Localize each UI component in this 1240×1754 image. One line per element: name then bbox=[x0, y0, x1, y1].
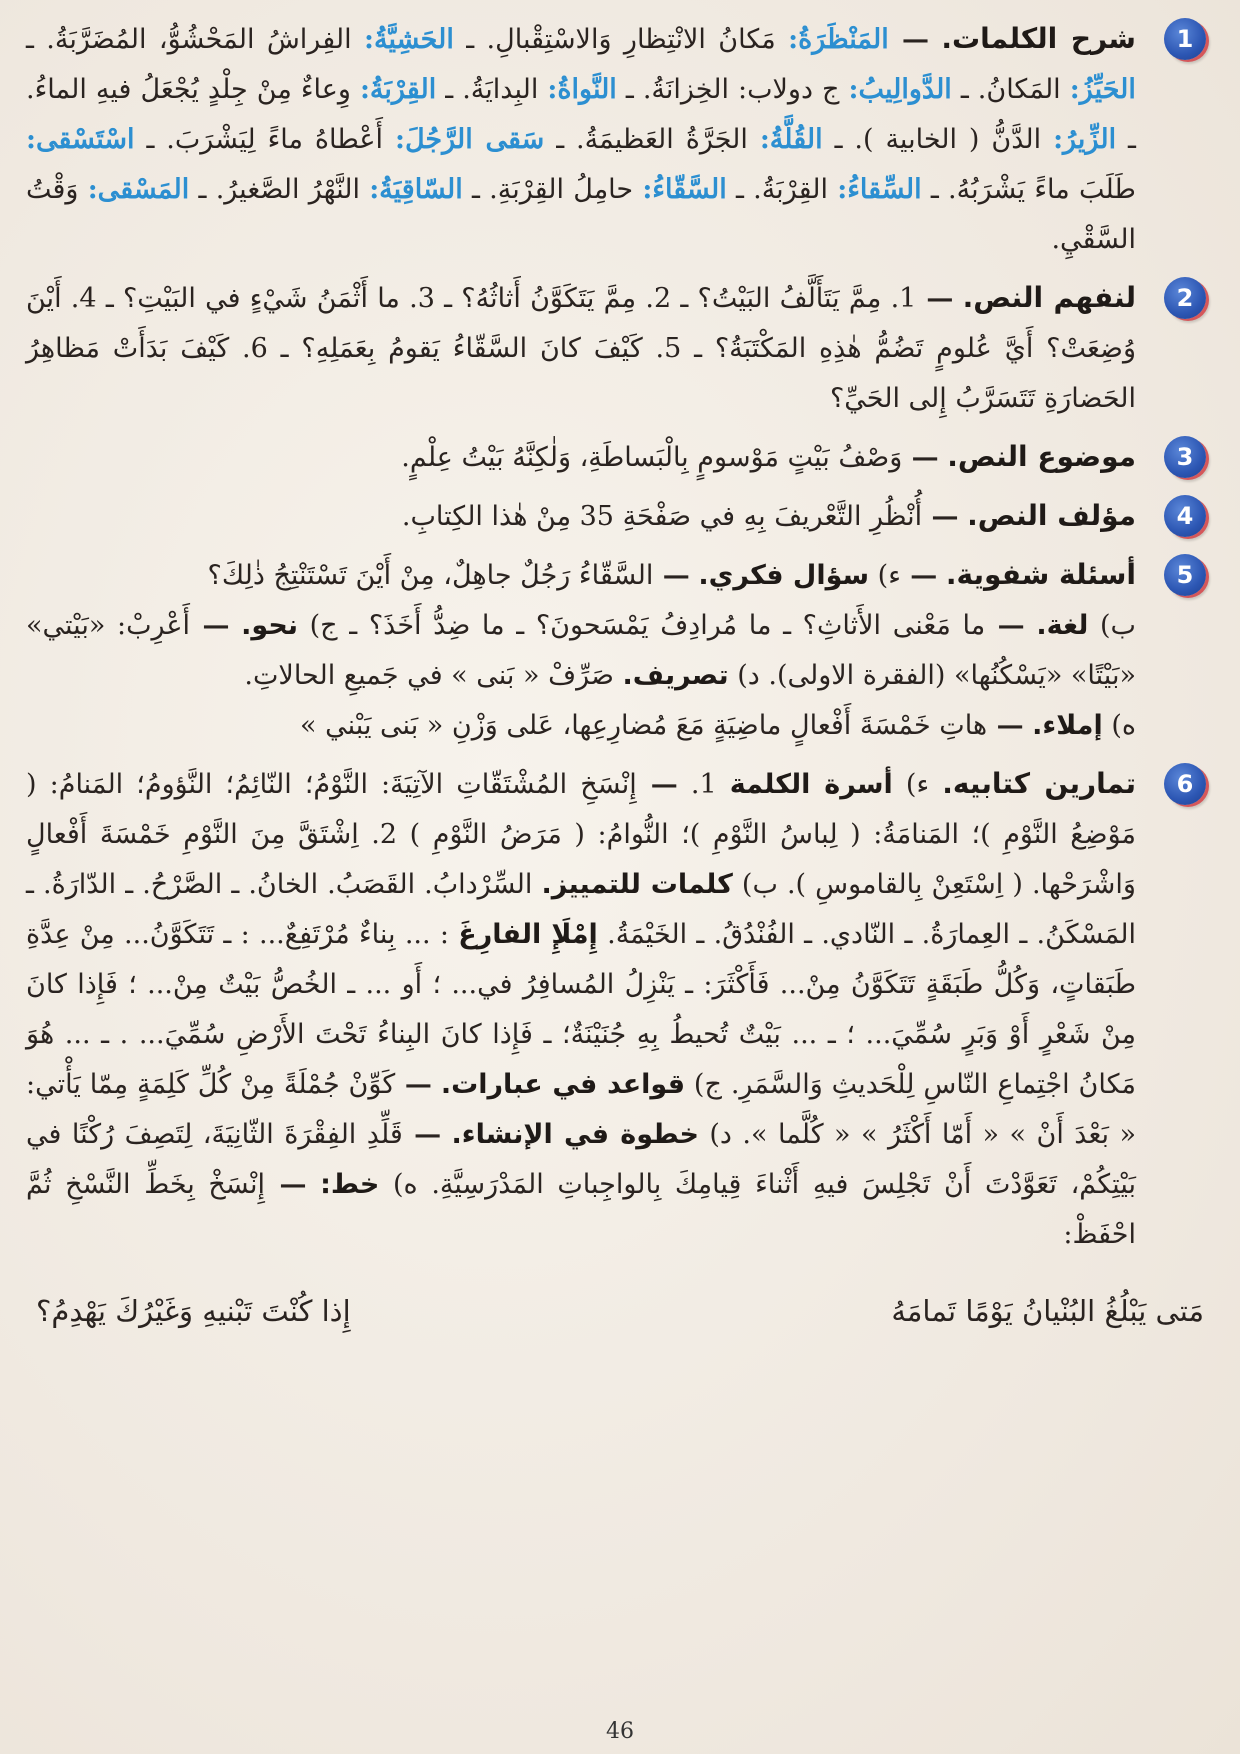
item-text: أَعْرِبْ: «بَيْتي» «بَيْتًا» «يَسْكُنُها» (الفقرة الاولى). bbox=[26, 610, 1136, 691]
item-prefix: د) bbox=[709, 1119, 732, 1150]
definition: حامِلُ القِرْبَةِ. ـ bbox=[472, 174, 634, 205]
item-text: إِنْسَخِ المُشْتَقّاتِ الآتِيَةَ: النَّوْمُ؛ النّائِمُ؛ النَّؤومُ؛ المَنامُ: ( مَوْضِعُ النَّوْمِ )؛ المَنامَةُ: ( لِباسُ النَّوْمِ )؛ النُّوامُ: ( مَرَضُ النَّوْمِ ) 2. اِشْتَقَّ مِنَ النَّوْمِ خَمْسَةَ أَفْعالٍ وَاشْرَحْها. ( اِسْتَعِنْ بِالقاموسِ ). bbox=[26, 769, 1137, 900]
item-prefix: ء) bbox=[877, 560, 901, 591]
item-dash: — bbox=[985, 610, 1025, 641]
section-body bbox=[26, 550, 1136, 751]
item-text: السَّقّاءُ رَجُلٌ جاهِلٌ، مِنْ أَيْنَ تَسْتَنْتِجُ ذٰلِكَ؟ bbox=[207, 560, 654, 591]
section-number-badge: 3 bbox=[1164, 436, 1206, 478]
section-number-badge: 4 bbox=[1164, 495, 1206, 537]
item-text: كَوِّنْ جُمْلَةً مِنْ كُلِّ كَلِمَةٍ مِمّا يَأْتي: « بَعْدَ أَنْ » « أَمّا أَكْثَرُ » « كُلَّما ». bbox=[26, 1069, 1136, 1150]
item-prefix: ج) bbox=[309, 610, 338, 641]
item-prefix: ه) bbox=[1111, 710, 1136, 741]
item-dash: — bbox=[190, 610, 230, 641]
item-prefix: ء) bbox=[905, 769, 930, 800]
section-title: تمارين كتابيه. bbox=[942, 767, 1136, 800]
section-written-exercises bbox=[26, 759, 1214, 1260]
item-dash: — bbox=[653, 560, 690, 591]
item-dash: — bbox=[402, 1119, 442, 1150]
fill-blank-title: إِمْلَإِ الفارِغَ bbox=[458, 919, 598, 950]
section-title: أسئلة شفوية. bbox=[945, 558, 1136, 591]
section-body bbox=[26, 14, 1136, 265]
definition: أَعْطاهُ ماءً لِيَشْرَبَ. ـ bbox=[146, 124, 384, 155]
section-word-explanations bbox=[26, 14, 1214, 265]
fill-blank-text: : ... بِناءٌ مُرْتَفِعٌ... : ـ تَتَكَوَّنُ... مِنْ عِدَّةِ طَبَقاتٍ، وَكُلُّ طَبَقَةٍ تَتَكَوَّنُ مِنْ... فَأَكْثَرَ: ـ يَنْزِلُ المُسافِرُ في... ؛ أَو ... ـ الخُصُّ بَيْتٌ مِنْ... ؛ فَإِذا كانَ مِنْ شَعْرٍ أَوْ وَبَرٍ سُمِّيَ... ؛ ـ ... بَيْتٌ تُحيطُ بِهِ جُنَيْنَةٌ؛ ـ فَإِذا كانَ البِناءُ تَحْتَ الأَرْضِ سُمِّيَ... . ـ ... هُوَ مَكانُ اجْتِماعِ النّاسِ لِلْحَديثِ وَالسَّمَرِ. bbox=[26, 919, 1136, 1100]
item-prefix: ج) bbox=[693, 1069, 722, 1100]
item-prefix: ب) bbox=[741, 869, 778, 900]
title-dash: — bbox=[888, 24, 929, 55]
item-text: هاتِ خَمْسَةَ أَفْعالٍ ماضِيَةٍ مَعَ مُضارِعِها، عَلى وَزْنِ « بَنى يَبْني » bbox=[300, 710, 988, 741]
title-dash: — bbox=[902, 442, 939, 473]
term: سَقى الرَّجُلَ: bbox=[394, 124, 545, 155]
section-title: موضوع النص. bbox=[947, 440, 1136, 473]
title-dash: — bbox=[900, 560, 938, 591]
section-number-badge: 2 bbox=[1164, 277, 1206, 319]
item-title: أسرة الكلمة bbox=[729, 769, 893, 800]
poem-verse bbox=[26, 1286, 1214, 1336]
item-title: كلمات للتمييز. bbox=[541, 869, 733, 900]
term: المَسْقى: bbox=[87, 174, 190, 205]
item-text: قَلِّدِ الفِقْرَةَ الثّانِيَةَ، لِتَصِفَ رُكْنًا في بَيْتِكُمْ، تَعَوَّدْتَ أَنْ تَجْلِسَ فيهِ أَثْناءَ قِيامِكَ بِالواجِباتِ المَدْرَسِيَّةِ. bbox=[26, 1119, 1136, 1200]
item-prefix: ب) bbox=[1100, 610, 1136, 641]
item-title: قواعد في عبارات. bbox=[440, 1069, 685, 1100]
section-number-badge: 5 bbox=[1164, 554, 1206, 596]
section-number-badge: 1 bbox=[1164, 18, 1206, 60]
item-title: تصريف. bbox=[622, 660, 729, 691]
term: الحَشِيَّةُ: bbox=[364, 24, 454, 55]
section-understand-text bbox=[26, 273, 1214, 424]
item-dash: — bbox=[636, 769, 678, 800]
section-text-author bbox=[26, 491, 1214, 542]
item-title: خط: bbox=[320, 1169, 380, 1200]
section-body bbox=[26, 759, 1136, 1260]
section-text: وَصْفُ بَيْتٍ مَوْسومٍ بِالْبَساطَةِ، وَلٰكِنَّهُ بَيْتُ عِلْمٍ. bbox=[401, 442, 903, 473]
section-oral-questions bbox=[26, 550, 1214, 751]
term: السِّقاءُ: bbox=[837, 174, 922, 205]
title-dash: — bbox=[922, 501, 959, 532]
definition: طَلَبَ ماءً يَشْرَبُهُ. ـ bbox=[930, 174, 1136, 205]
item-text: صَرِّفْ « بَنى » في جَميعِ الحالاتِ. bbox=[244, 660, 614, 691]
definition: ج دولاب: الخِزانَةُ. ـ bbox=[625, 74, 840, 105]
definition: الجَرَّةُ العَظيمَةُ. ـ bbox=[556, 124, 748, 155]
section-title: لنفهم النص. bbox=[962, 281, 1136, 314]
term: النَّواةُ: bbox=[547, 74, 617, 105]
item-dash: — bbox=[264, 1169, 307, 1200]
definition: وِعاءٌ مِنْ جِلْدٍ يُجْعَلُ فيهِ الماءُ. ـ bbox=[26, 74, 1136, 155]
definition: النَّهْرُ الصَّغيرُ. ـ bbox=[198, 174, 360, 205]
definition: مَكانُ الانْتِظارِ وَالاسْتِقْبالِ. ـ bbox=[466, 24, 776, 55]
section-text-topic bbox=[26, 432, 1214, 483]
item-title: إملاء. bbox=[1032, 710, 1103, 741]
page-number: 46 bbox=[606, 1719, 634, 1744]
section-body bbox=[26, 432, 1136, 483]
term: الدَّوالِيبُ: bbox=[848, 74, 952, 105]
section-text: أُنْظُرِ التَّعْريفَ بِهِ في صَفْحَةِ 35 مِنْ هٰذا الكِتابِ. bbox=[401, 501, 923, 532]
definition: القِرْبَةُ. ـ bbox=[735, 174, 828, 205]
definition: الفِراشُ المَحْشُوُّ، المُضَرَّبَةُ. ـ bbox=[26, 24, 352, 55]
section-body bbox=[26, 273, 1136, 424]
term: القِرْبَةُ: bbox=[359, 74, 437, 105]
term: المَنْظَرَةُ: bbox=[788, 24, 889, 55]
item-prefix: د) bbox=[737, 660, 760, 691]
item-prefix: ه) bbox=[392, 1169, 418, 1200]
definition: المَكانُ. ـ bbox=[960, 74, 1061, 105]
item-text: إِنْسَخْ بِخَطِّ النَّسْخِ ثُمَّ احْفَظْ: bbox=[26, 1169, 1136, 1250]
definition: الدَّنُّ ( الخابية ). ـ bbox=[834, 124, 1042, 155]
term: القُلَّةُ: bbox=[759, 124, 823, 155]
poem-first-hemistich: مَتى يَبْلُغُ البُنْيانُ يَوْمًا تَمامَهُ bbox=[891, 1294, 1204, 1328]
definition: وَقْتُ السَّقْيِ. bbox=[26, 174, 1136, 255]
definition: البِدايَةُ. ـ bbox=[445, 74, 539, 105]
item-dash: — bbox=[987, 710, 1024, 741]
item-title: لغة. bbox=[1036, 610, 1089, 641]
section-text: 1. مِمَّ يَتَأَلَّفُ البَيْتُ؟ ـ 2. مِمَّ يَتَكَوَّنُ أَثاثُهُ؟ ـ 3. ما أَثْمَنُ شَيْءٍ في البَيْتِ؟ ـ 4. أَيْنَ وُضِعَتْ؟ أَيَّ عُلومٍ تَضُمُّ هٰذِهِ المَكْتَبَةُ؟ ـ 5. كَيْفَ كانَ السَّقّاءُ يَقومُ بِعَمَلِهِ؟ ـ 6. كَيْفَ بَدَأَتْ مَظاهِرُ الحَضارَةِ تَتَسَرَّبُ إِلى الحَيِّ؟ bbox=[26, 283, 1136, 414]
section-body bbox=[26, 491, 1136, 542]
item-title: سؤال فكري. bbox=[698, 560, 870, 591]
term: اسْتَسْقى: bbox=[26, 124, 135, 155]
item-number: 1. bbox=[690, 769, 717, 800]
section-title: مؤلف النص. bbox=[967, 499, 1136, 532]
poem-second-hemistich: إِذا كُنْتَ تَبْنيهِ وَغَيْرُكَ يَهْدِمُ؟ bbox=[36, 1294, 351, 1328]
term: السَّقّاءُ: bbox=[642, 174, 727, 205]
item-text: ما مَعْنى الأَثاثِ؟ ـ ما مُرادِفُ يَمْسَحونَ؟ ـ ما ضِدُّ أَخَذَ؟ ـ bbox=[349, 610, 986, 641]
item-dash: — bbox=[395, 1069, 432, 1100]
item-text: السِّرْدابُ. القَصَبُ. الخانُ. ـ الصَّرْحُ. ـ الدّارَةُ. ـ المَسْكَنُ. ـ العِمارَةُ. ـ النّادي. ـ الفُنْدُقُ. ـ الخَيْمَةُ. bbox=[26, 869, 1136, 950]
section-title: شرح الكلمات. bbox=[941, 22, 1136, 55]
term: الزِّيرُ: bbox=[1053, 124, 1117, 155]
title-dash: — bbox=[916, 283, 954, 314]
term: السّاقِيَةُ: bbox=[369, 174, 463, 205]
term: الحَيِّزُ: bbox=[1069, 74, 1136, 105]
item-title: خطوة في الإنشاء. bbox=[451, 1119, 699, 1150]
section-number-badge: 6 bbox=[1164, 763, 1206, 805]
item-title: نحو. bbox=[241, 610, 298, 641]
